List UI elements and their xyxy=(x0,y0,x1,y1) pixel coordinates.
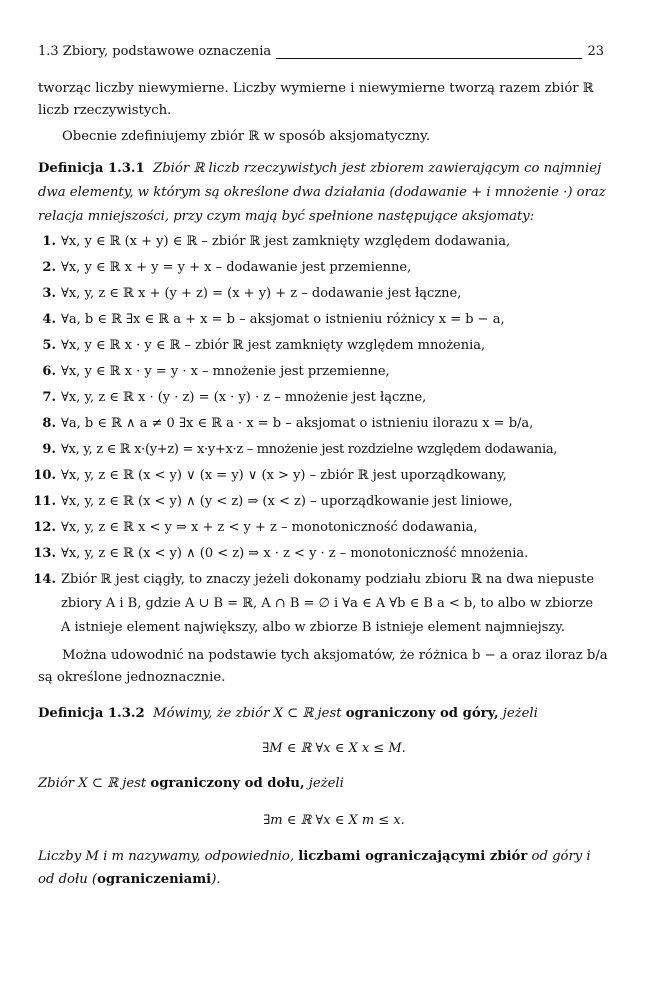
axiom-8: 8. ∀a, b ∈ ℝ ∧ a ≠ 0 ∃x ∈ ℝ a · x = b – aksjomat o istnieniu ilorazu x = b/a, xyxy=(42,416,534,431)
axiom-13: 13. ∀x, y, z ∈ ℝ (x < y) ∧ (0 < z) ⇒ x · z < y · z – monotoniczność mnożenia. xyxy=(33,546,529,561)
axiom-14-continuation-1: zbiory A i B, gdzie A ∪ B = ℝ, A ∩ B = ∅ i ∀a ∈ A ∀b ∈ B a < b, to albo w zbiorze xyxy=(61,596,594,611)
formula-bounded-above: ∃M ∈ ℝ ∀x ∈ X x ≤ M. xyxy=(262,741,406,756)
header-rule xyxy=(276,58,582,59)
axiom-14: 14. Zbiór ℝ jest ciągły, to znaczy jeżeli dokonamy podziału zbioru ℝ na dwa niepuste xyxy=(33,572,595,587)
axiom-12: 12. ∀x, y, z ∈ ℝ x < y ⇒ x + z < y + z – monotoniczność dodawania, xyxy=(33,520,478,535)
page-number: 23 xyxy=(587,44,604,59)
axiom-5: 5. ∀x, y ∈ ℝ x · y ∈ ℝ – zbiór ℝ jest zamknięty względem mnożenia, xyxy=(42,338,486,353)
axiom-14-continuation-2: A istnieje element największy, albo w zbiorze B istnieje element najmniejszy. xyxy=(61,620,565,635)
section-title: 1.3 Zbiory, podstawowe oznaczenia xyxy=(38,44,272,59)
definition-2-line-4: od dołu (ograniczeniami). xyxy=(38,872,221,887)
definition-1-line-2: dwa elementy, w którym są określone dwa działania (dodawanie + i mnożenie ·) oraz xyxy=(38,185,606,200)
definition-1-text: Zbiór ℝ liczb rzeczywistych jest zbiorem zawierającym co najmniej xyxy=(153,161,602,176)
definition-1-label: Definicja 1.3.1 xyxy=(38,161,145,176)
definition-2-label: Definicja 1.3.2 xyxy=(38,706,145,721)
axiom-1: 1. ∀x, y ∈ ℝ (x + y) ∈ ℝ – zbiór ℝ jest zamknięty względem dodawania, xyxy=(42,234,511,249)
axiom-4: 4. ∀a, b ∈ ℝ ∃x ∈ ℝ a + x = b – aksjomat o istnieniu różnicy x = b − a, xyxy=(42,312,505,327)
term-bounding-numbers: liczbami ograniczającymi zbiór xyxy=(298,849,528,864)
definition-1-line-1 xyxy=(38,160,601,178)
axiom-7: 7. ∀x, y, z ∈ ℝ x · (y · z) = (x · y) · z – mnożenie jest łączne, xyxy=(42,390,427,405)
axiom-3: 3. ∀x, y, z ∈ ℝ x + (y + z) = (x + y) + z – dodawanie jest łączne, xyxy=(42,286,462,301)
term-bounds: ograniczeniami xyxy=(97,872,212,887)
intro-line-2: liczb rzeczywistych. xyxy=(38,103,172,118)
axiom-10: 10. ∀x, y, z ∈ ℝ (x < y) ∨ (x = y) ∨ (x > y) – zbiór ℝ jest uporządkowany, xyxy=(33,468,507,483)
definition-1-line-3: relacja mniejszości, przy czym mają być spełnione następujące aksjomaty: xyxy=(38,209,535,224)
intro-line-3: Obecnie zdefiniujemy zbiór ℝ w sposób aksjomatyczny. xyxy=(62,129,431,144)
remark-line-2: są określone jednoznacznie. xyxy=(38,670,226,685)
definition-2-line-1: Definicja 1.3.2 Mówimy, że zbiór X ⊂ ℝ jest ograniczony od góry, jeżeli xyxy=(38,706,538,721)
axiom-2: 2. ∀x, y ∈ ℝ x + y = y + x – dodawanie jest przemienne, xyxy=(42,260,412,275)
definition-2-line-3: Liczby M i m nazywamy, odpowiednio, liczbami ograniczającymi zbiór od góry i xyxy=(38,849,591,864)
axiom-11: 11. ∀x, y, z ∈ ℝ (x < y) ∧ (y < z) ⇒ (x < z) – uporządkowanie jest liniowe, xyxy=(33,494,513,509)
definition-2-line-2: Zbiór X ⊂ ℝ jest ograniczony od dołu, jeżeli xyxy=(38,776,344,791)
running-header xyxy=(38,44,604,66)
formula-bounded-below: ∃m ∈ ℝ ∀x ∈ X m ≤ x. xyxy=(263,813,405,828)
axiom-9: 9. ∀x, y, z ∈ ℝ x·(y+z) = x·y+x·z – mnożenie jest rozdzielne względem dodawania, xyxy=(42,442,558,457)
remark-line-1: Można udowodnić na podstawie tych aksjomatów, że różnica b − a oraz iloraz b/a xyxy=(62,648,608,663)
intro-line-1: tworząc liczby niewymierne. Liczby wymierne i niewymierne tworzą razem zbiór ℝ xyxy=(38,81,594,96)
axiom-6: 6. ∀x, y ∈ ℝ x · y = y · x – mnożenie jest przemienne, xyxy=(42,364,390,379)
term-bounded-below: ograniczony od dołu, xyxy=(150,776,305,791)
term-bounded-above: ograniczony od góry, xyxy=(345,706,499,721)
